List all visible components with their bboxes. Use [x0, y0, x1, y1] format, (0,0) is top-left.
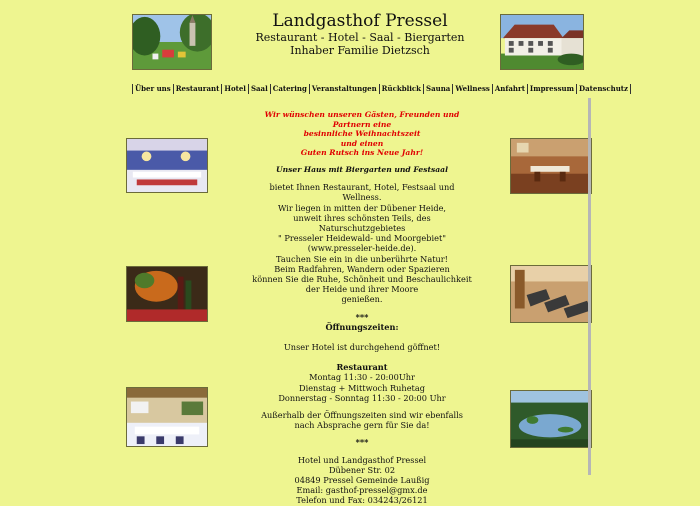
dining-room-photo — [126, 387, 208, 447]
hours-line: Donnerstag - Sonntag 11:30 - 20:00 Uhr — [278, 392, 446, 403]
wine-decoration-photo — [126, 266, 208, 322]
nav-link-anfahrt[interactable]: Anfahrt — [493, 84, 528, 94]
greeting-line: und einen — [340, 138, 384, 148]
intro-line: der Heide und ihrer Moore — [305, 284, 419, 295]
greeting-line: Wir wünschen unseren Gästen, Freunden und Partnern eine — [264, 110, 460, 129]
hours-line: Dienstag + Mittwoch Ruhetag — [299, 382, 425, 393]
nav-link-impressum[interactable]: Impressum — [528, 84, 577, 94]
nav-link-wellness[interactable]: Wellness — [453, 84, 493, 94]
festsaal-photo — [126, 138, 208, 193]
nav-link-saal[interactable]: Saal — [249, 84, 271, 94]
intro-line: Beim Radfahren, Wandern oder Spazieren — [274, 263, 450, 274]
nav-link-rueckblick[interactable]: Rückblick — [380, 84, 424, 94]
nav-link-sauna[interactable]: Sauna — [424, 84, 453, 94]
hours-heading: Öffnungszeiten: — [325, 321, 399, 332]
greeting-line: besinnliche Weihnachtszeit — [303, 129, 421, 139]
hotel-open-note: Unser Hotel ist durchgehend göffnet! — [283, 342, 441, 353]
extra-note-line: nach Absprache gern für Sie da! — [294, 420, 430, 431]
intro-line: können Sie die Ruhe, Schönheit und Beschaulichkeit — [252, 274, 472, 284]
restaurant-interior-photo — [510, 138, 592, 194]
moor-landscape-photo — [510, 390, 592, 448]
hotel-exterior-photo — [500, 14, 584, 70]
subtitle-line: Inhaber Familie Dietzsch — [290, 44, 430, 57]
site-subtitle — [232, 31, 488, 57]
contact-line: Hotel und Landgasthof Pressel — [297, 454, 427, 465]
contact-line: 04849 Pressel Gemeinde Laußig — [294, 475, 430, 486]
intro-line: " Presseler Heidewald- und Moorgebiet" — [277, 233, 447, 244]
nav-link-restaurant[interactable]: Restaurant — [174, 84, 223, 94]
nav-link-ueber-uns[interactable]: Über uns — [132, 84, 174, 94]
intro-line: (www.presseler-heide.de). — [307, 243, 417, 254]
main-navigation — [132, 83, 631, 95]
nav-link-catering[interactable]: Catering — [271, 84, 310, 94]
garden-photo — [132, 14, 212, 70]
contact-email[interactable]: Email: gasthof-pressel@gmx.de — [296, 485, 428, 496]
extra-note-line: Außerhalb der Öffnungszeiten sind wir ebenfalls — [261, 410, 463, 421]
nav-link-datenschutz[interactable]: Datenschutz — [577, 84, 631, 94]
separator: *** — [355, 437, 369, 448]
nav-link-veranstaltungen[interactable]: Veranstaltungen — [310, 84, 380, 94]
intro-line: bietet Ihnen Restaurant, Hotel, Festsaal und Wellness. — [269, 182, 455, 203]
nav-link-hotel[interactable]: Hotel — [222, 84, 249, 94]
intro-line: Tauchen Sie ein in die unberührte Natur! — [276, 253, 448, 264]
intro-line: unweit ihres schönsten Teils, des Naturschutzgebietes — [293, 212, 431, 233]
subtitle-line: Restaurant - Hotel - Saal - Biergarten — [255, 31, 465, 44]
restaurant-heading: Restaurant — [336, 362, 388, 373]
intro-line: Wir liegen in mitten der Dübener Heide, — [277, 202, 447, 213]
greeting-line: Guten Rutsch ins Neue Jahr! — [300, 148, 424, 158]
hours-line: Montag 11:30 - 20:00Uhr — [309, 372, 415, 383]
house-heading: Unser Haus mit Biergarten und Festsaal — [276, 164, 448, 174]
separator: *** — [355, 311, 369, 322]
content-scrollbar[interactable] — [588, 98, 591, 475]
contact-line: Dübener Str. 02 — [328, 464, 396, 475]
contact-phone: Telefon und Fax: 034243/26121 — [296, 495, 428, 506]
wellness-loungers-photo — [510, 265, 592, 323]
site-title: Landgasthof Pressel — [272, 11, 448, 31]
main-content — [252, 110, 472, 506]
intro-line: genießen. — [341, 294, 383, 305]
